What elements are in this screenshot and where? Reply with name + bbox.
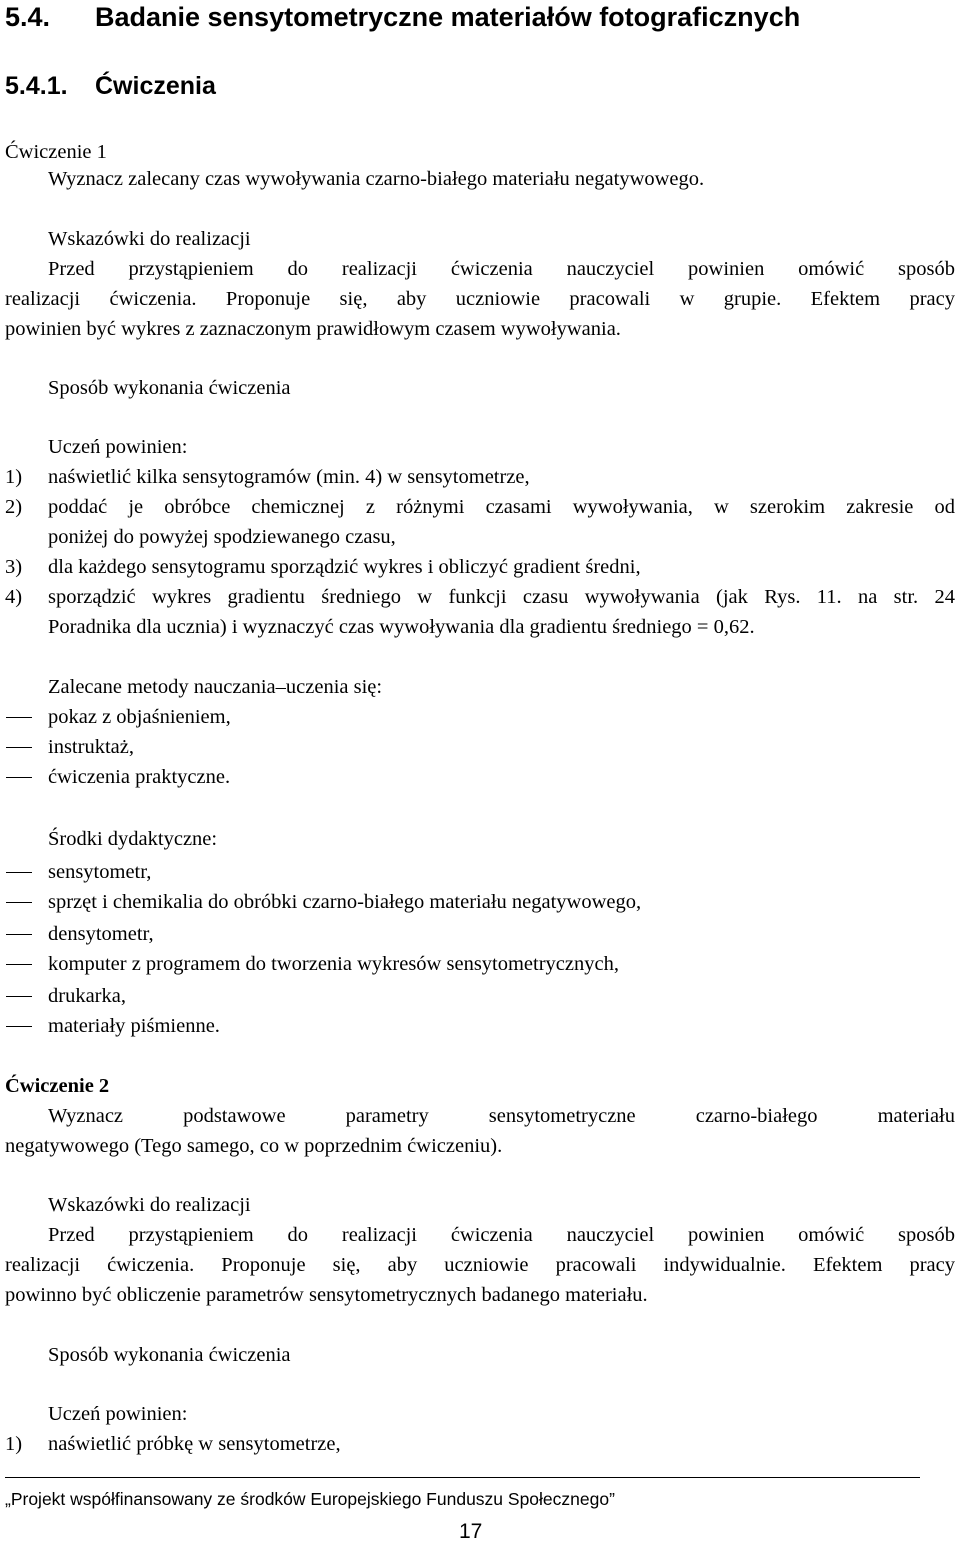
step-number: 4) — [5, 586, 23, 608]
step-number: 3) — [5, 556, 23, 578]
list-item: komputer z programem do tworzenia wykresów sensytometrycznych, — [48, 953, 619, 975]
step-text: naświetlić kilka sensytogramów (min. 4) w sensytometrze, — [48, 466, 530, 488]
section-title: Badanie sensytometryczne materiałów fotograficznych — [95, 2, 801, 32]
dash-bullet — [6, 777, 32, 778]
step-text: poniżej do powyżej spodziewanego czasu, — [48, 526, 396, 548]
step-number: 1) — [5, 466, 23, 488]
exercise-1-student-heading: Uczeń powinien: — [48, 436, 188, 458]
exercise-1-method-heading: Sposób wykonania ćwiczenia — [48, 377, 291, 399]
subsection-title: Ćwiczenia — [95, 72, 216, 100]
exercise-2-task-line-2: negatywowego (Tego samego, co w poprzednim ćwiczeniu). — [5, 1135, 503, 1157]
exercise-1-task: Wyznacz zalecany czas wywoływania czarno-białego materiału negatywowego. — [48, 168, 705, 190]
dash-bullet — [6, 996, 32, 997]
list-item: sensytometr, — [48, 861, 152, 883]
exercise-1-heading: Ćwiczenie 1 — [5, 141, 107, 163]
list-item: densytometr, — [48, 923, 154, 945]
step-text: Poradnika dla ucznia) i wyznaczyć czas wywoływania dla gradientu średniego = 0,62. — [48, 616, 755, 638]
exercise-1-hints-line-1: Przed przystąpieniem do realizacji ćwiczenia nauczyciel powinien omówić sposób — [48, 258, 955, 280]
list-item: ćwiczenia praktyczne. — [48, 766, 231, 788]
exercise-1-hints-heading: Wskazówki do realizacji — [48, 228, 251, 250]
list-item: drukarka, — [48, 985, 126, 1007]
dash-bullet — [6, 1026, 32, 1027]
step-number: 2) — [5, 496, 23, 518]
list-item: materiały piśmienne. — [48, 1015, 220, 1037]
step-text: poddać je obróbce chemicznej z różnymi czasami wywoływania, w szerokim zakresie od — [48, 496, 955, 518]
list-item: pokaz z objaśnieniem, — [48, 706, 231, 728]
footer-text: „Projekt współfinansowany ze środków Europejskiego Funduszu Społecznego” — [5, 1489, 615, 1509]
step-text: naświetlić próbkę w sensytometrze, — [48, 1433, 341, 1455]
footer-divider — [5, 1477, 920, 1478]
list-item: sprzęt i chemikalia do obróbki czarno-białego materiału negatywowego, — [48, 891, 642, 913]
subsection-number: 5.4.1. — [5, 72, 68, 100]
dash-bullet — [6, 717, 32, 718]
dash-bullet — [6, 902, 32, 903]
methods-heading: Zalecane metody nauczania–uczenia się: — [48, 676, 383, 698]
exercise-2-hints-line-3: powinno być obliczenie parametrów sensytometrycznych badanego materiału. — [5, 1284, 648, 1306]
exercise-2-heading: Ćwiczenie 2 — [5, 1075, 110, 1097]
exercise-2-student-heading: Uczeń powinien: — [48, 1403, 188, 1425]
list-item: instruktaż, — [48, 736, 134, 758]
exercise-2-hints-line-2: realizacji ćwiczenia. Proponuje się, aby uczniowie pracowali indywidualnie. Efektem pracy — [5, 1254, 955, 1276]
exercise-2-hints-heading: Wskazówki do realizacji — [48, 1194, 251, 1216]
step-text: sporządzić wykres gradientu średniego w funkcji czasu wywoływania (jak Rys. 11. na str. 24 — [48, 586, 955, 608]
section-number: 5.4. — [5, 2, 51, 32]
dash-bullet — [6, 747, 32, 748]
step-text: dla każdego sensytogramu sporządzić wykres i obliczyć gradient średni, — [48, 556, 641, 578]
exercise-2-hints-line-1: Przed przystąpieniem do realizacji ćwiczenia nauczyciel powinien omówić sposób — [48, 1224, 955, 1246]
exercise-2-method-heading: Sposób wykonania ćwiczenia — [48, 1344, 291, 1366]
page-number: 17 — [459, 1520, 483, 1543]
aids-heading: Środki dydaktyczne: — [48, 828, 218, 850]
exercise-1-hints-line-3: powinien być wykres z zaznaczonym prawidłowym czasem wywoływania. — [5, 318, 621, 340]
step-number: 1) — [5, 1433, 23, 1455]
dash-bullet — [6, 964, 32, 965]
dash-bullet — [6, 872, 32, 873]
exercise-1-hints-line-2: realizacji ćwiczenia. Proponuje się, aby uczniowie pracowali w grupie. Efektem pracy — [5, 288, 955, 310]
dash-bullet — [6, 934, 32, 935]
exercise-2-task-line-1: Wyznacz podstawowe parametry sensytometryczne czarno-białego materiału — [48, 1105, 955, 1127]
